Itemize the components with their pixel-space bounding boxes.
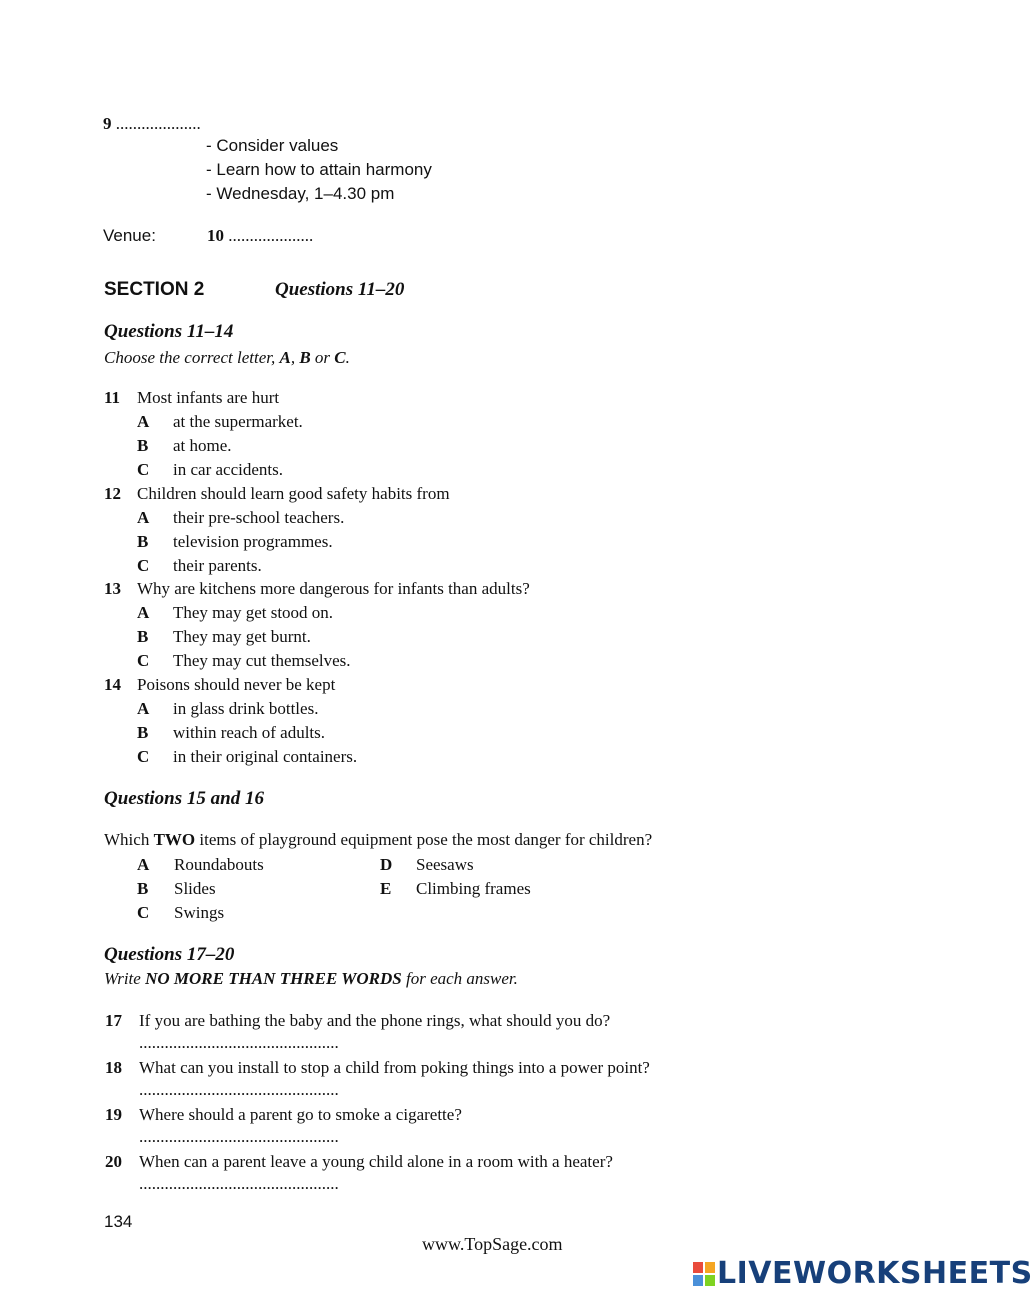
option-letter[interactable]: C [137, 903, 150, 922]
page-number: 134 [104, 1212, 133, 1231]
option-text: at home. [173, 436, 232, 455]
option-letter[interactable]: C [137, 460, 150, 479]
option-letter[interactable]: A [137, 855, 150, 874]
option-letter[interactable]: B [137, 627, 149, 646]
option-text: Swings [174, 903, 225, 922]
option-letter[interactable]: A [137, 508, 150, 527]
question-10-row [207, 226, 313, 246]
form-line: - Learn how to attain harmony [206, 160, 432, 179]
answer-blank[interactable]: .................... [115, 114, 201, 133]
option-text: in car accidents. [173, 460, 283, 479]
option-letter[interactable]: C [137, 556, 150, 575]
question-9-row [103, 114, 201, 134]
group-heading: Questions 17–20 [104, 944, 235, 965]
option-text: their pre-school teachers. [173, 508, 345, 527]
option-letter[interactable]: A [137, 699, 150, 718]
question-number: 13 [104, 579, 121, 598]
question-text: Children should learn good safety habits from [137, 484, 450, 503]
question-text: Where should a parent go to smoke a cigarette? [139, 1105, 462, 1124]
question-text: If you are bathing the baby and the phone rings, what should you do? [139, 1011, 611, 1030]
option-text: at the supermarket. [173, 412, 303, 431]
form-line: - Wednesday, 1–4.30 pm [206, 184, 395, 203]
section-subtitle: Questions 11–20 [275, 279, 405, 300]
answer-blank[interactable]: .................... [228, 226, 314, 245]
option-letter[interactable]: E [380, 879, 392, 898]
option-letter[interactable]: D [380, 855, 393, 874]
question-text: Which TWO items of playground equipment pose the most danger for children? [104, 830, 653, 849]
option-text: within reach of adults. [173, 723, 326, 742]
option-text: in their original containers. [173, 747, 358, 766]
option-letter[interactable]: B [137, 879, 149, 898]
option-text: They may get burnt. [173, 627, 311, 646]
question-number: 20 [105, 1152, 122, 1171]
option-letter[interactable]: B [137, 532, 149, 551]
logo-text: LIVEWORKSHEETS [717, 1256, 1033, 1291]
option-letter[interactable]: A [137, 412, 150, 431]
group-heading: Questions 11–14 [104, 321, 234, 342]
website-footer: www.TopSage.com [422, 1234, 563, 1254]
option-letter[interactable]: B [137, 723, 149, 742]
section-title: SECTION 2 [104, 279, 205, 300]
option-text: television programmes. [173, 532, 333, 551]
answer-blank[interactable]: ............................................... [139, 1080, 339, 1099]
logo-blocks-icon [693, 1262, 715, 1286]
question-number: 11 [104, 388, 121, 407]
liveworksheets-logo[interactable] [693, 1256, 1033, 1291]
option-text: They may cut themselves. [173, 651, 351, 670]
answer-blank[interactable]: ............................................... [139, 1174, 339, 1193]
question-number: 19 [105, 1105, 122, 1124]
answer-blank[interactable]: ............................................... [139, 1033, 339, 1052]
option-text: their parents. [173, 556, 262, 575]
group-instruction: Choose the correct letter, A, B or C. [104, 348, 350, 367]
question-number: 18 [105, 1058, 122, 1077]
question-number: 17 [105, 1011, 122, 1030]
question-text: Poisons should never be kept [137, 675, 336, 694]
question-number: 9 [103, 114, 112, 133]
option-text: Seesaws [416, 855, 474, 874]
option-letter[interactable]: A [137, 603, 150, 622]
group-instruction: Write NO MORE THAN THREE WORDS for each answer. [104, 969, 518, 988]
option-text: in glass drink bottles. [173, 699, 319, 718]
option-letter[interactable]: C [137, 747, 150, 766]
answer-blank[interactable]: ............................................... [139, 1127, 339, 1146]
question-number: 12 [104, 484, 121, 503]
group-heading: Questions 15 and 16 [104, 788, 264, 809]
question-number: 10 [207, 226, 224, 245]
option-text: Slides [174, 879, 216, 898]
option-letter[interactable]: C [137, 651, 150, 670]
venue-label: Venue: [103, 226, 156, 245]
question-number: 14 [104, 675, 121, 694]
question-text: When can a parent leave a young child alone in a room with a heater? [139, 1152, 613, 1171]
question-text: Why are kitchens more dangerous for infants than adults? [137, 579, 530, 598]
option-text: Roundabouts [174, 855, 264, 874]
question-text: What can you install to stop a child from poking things into a power point? [139, 1058, 650, 1077]
option-text: They may get stood on. [173, 603, 334, 622]
option-text: Climbing frames [416, 879, 531, 898]
question-text: Most infants are hurt [137, 388, 280, 407]
option-letter[interactable]: B [137, 436, 149, 455]
form-line: - Consider values [206, 136, 339, 155]
